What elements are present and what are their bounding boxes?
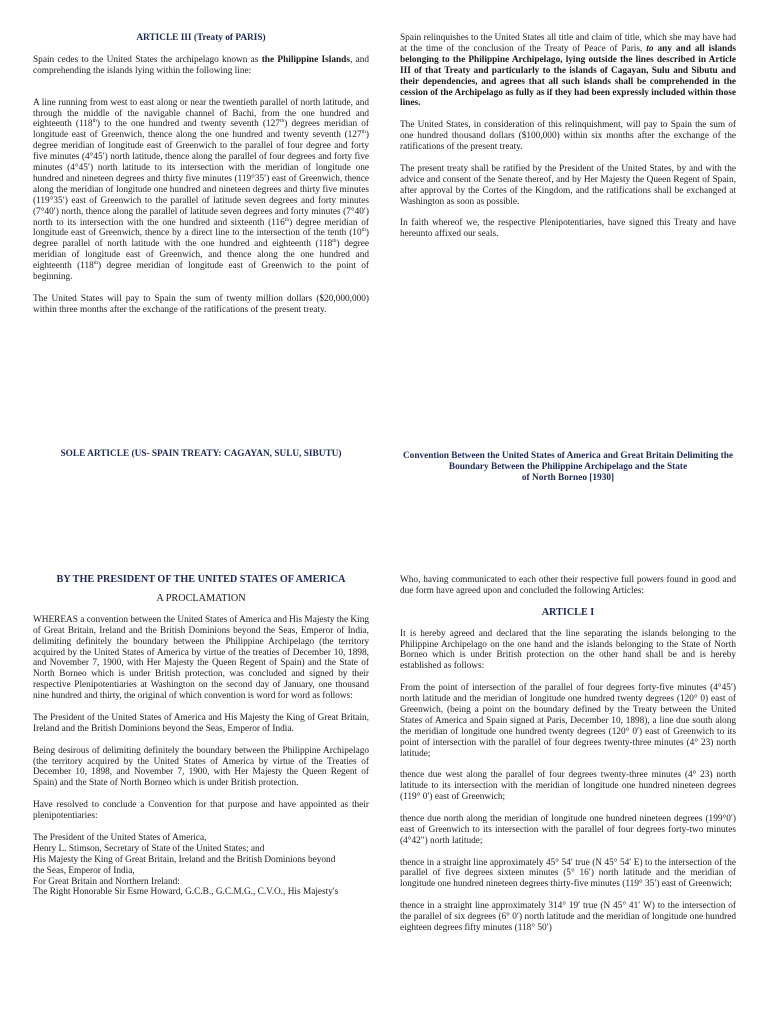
proclamation-heading: BY THE PRESIDENT OF THE UNITED STATES OF AMERICA [56,574,346,585]
convention-heading: Convention Between the United States of America and Great Britain Delimiting the Boundary Between the Philippine Archipelago and the State [402,451,734,472]
plenipotentiaries-list [33,833,369,898]
proclamation-subheading: A PROCLAMATION [156,592,246,604]
proclamation-parties: The President of the United States of America and His Majesty the King of Great Britain, Ireland and the British Dominions beyond the Seas, Emperor of India. [33,712,369,734]
philippine-islands-emphasis: the Philippine Islands [261,54,350,65]
article-1-para-6: thence in a straight line approximately 314° 19′ true (N 45° 41′ W) to the intersection of the parallel of six degrees (6° 0′) north latitude and the meridian of longitude one hundred eighteen degrees fifty minutes (118° 50′) [400,901,736,933]
sole-article-heading-block [33,449,369,471]
sole-article-heading: SOLE ARTICLE (US- SPAIN TREATY: CAGAYAN, SULU, SIBUTU) [60,449,342,459]
article-1-preamble: Who, having communicated to each other their respective full powers found in good and due form have agreed upon and concluded the following Articles: [400,575,736,596]
proclamation-section [33,575,369,898]
article-1-section [400,575,736,945]
sole-article-bold-text: any and all islands belonging to the Philippine Archipelago, lying outside the lines described in Article III of that Treaty and particularly to the islands of Cagayan, Sulu and Sibutu and their dependencies, and agrees that all such islands shall be comprehended in the cession of the Archipelago as fully as if they had been expressly included within those lines. [400,43,736,109]
article-3-section [33,33,369,327]
plenipotentiary-line: Henry L. Stimson, Secretary of State of the United States; and [33,843,265,854]
article-1-para-4: thence due north along the meridian of longitude one hundred nineteen degrees (199°0′) east of Greenwich to its intersection with the parallel of four degrees forty-two minutes (4°42″) north latitude; [400,813,736,846]
article-3-heading: ARTICLE III (Treaty of PARIS) [136,33,266,43]
article-3-payment: The United States will pay to Spain the sum of twenty million dollars ($20,000,000) within three months after the exchange of the ratifications of the present treaty. [33,293,369,315]
plenipotentiary-line: For Great Britain and Northern Ireland: [33,876,180,887]
convention-heading-year: of North Borneo [1930] [521,472,615,483]
sole-article-text [400,33,736,251]
plenipotentiary-line: The President of the United States of America, [33,832,207,843]
sole-article-para-3: The present treaty shall be ratified by the President of the United States, by and with the advice and consent of the Senate thereof, and by Her Majesty the Queen Regent of Spain, after approval by the Cortes of the Kingdom, and the ratifications shall be exchanged at Washington as soon as possible. [400,163,736,207]
proclamation-desirous: Being desirous of delimiting definitely the boundary between the Philippine Archipelago (the territory acquired by the United States of America by virtue of the Treaties of December 10, 1898, and November 7, 1900, with Her Majesty the Queen Regent of Spain) and the State of North Borneo which is under British protection. [33,745,369,789]
plenipotentiary-line: the Seas, Emperor of India, [33,865,135,876]
article-1-para-2: From the point of intersection of the parallel of four degrees forty-five minutes (4°45′) north latitude and the meridian of longitude one hundred twenty degrees (120° 0) east of Greenwich, (being a point on the boundary defined by the Treaty between the United States of America and Spain signed at Paris, December 10, 1898), a line due south along the meridian of longitude one hundred twenty degrees (120° 0′) east of Greenwich to its point of intersection with the parallel of four degrees twenty-three minutes (4° 23) north latitude; [400,683,736,759]
article-3-intro: Spain cedes to the United States the archipelago known as the Philippine Islands, and comprehending the islands lying within the following line: [33,54,370,76]
article-3-line-description: A line running from west to east along or near the twentieth parallel of north latitude, and through the middle of the navigable channel of Bachi, from the one hundred and eighteenth (118th) to the one hundred and twenty seventh (127th) degrees meridian of longitude east of Greenwich, thence along the one hundred and twenty seventh (127th) degree meridian of longitude east of Greenwich to the parallel of four degree and forty five minutes (4°45′) north latitude, thence along the parallel of four degrees and forty five minutes (4°45′) north latitude to its intersection with the meridian of longitude one hundred and nineteen degrees and thirty five minutes (119°35′) east of Greenwich, thence along the meridian of longitude one hundred and nineteen degrees and thirty five minutes (119°35′) east of Greenwich to the parallel of latitude seven degrees and forty minutes (7°40′) north, thence along the parallel of latitude seven degrees and forty minutes (7°40′) north to its intersection with the one hundred and sixteenth (116th) degree meridian of longitude east of Greenwich, thence by a direct line to the intersection of the tenth (10th) degree parallel of north latitude with the one hundred and eighteenth (118th) degree meridian of longitude east of Greenwich, and thence along the one hundred and eighteenth (118th) degree meridian of longitude east of Greenwich to the point of beginning. [33,97,370,283]
plenipotentiary-line: The Right Honorable Sir Esme Howard, G.C.B., G.C.M.G., C.V.O., His Majesty's [33,887,339,898]
proclamation-resolved: Have resolved to conclude a Convention for that purpose and have appointed as their plenipotentiaries: [33,800,369,822]
article-1-para-1: It is hereby agreed and declared that the line separating the islands belonging to the Philippine Archipelago on the one hand and the islands belonging to the State of North Borneo which is under British protection on the other hand shall be and is hereby established as follows: [400,628,736,672]
article-1-para-3: thence due west along the parallel of four degrees twenty-three minutes (4° 23) north latitude to its intersection with the meridian of longitude one hundred nineteen degrees (119° 0′) east of Greenwich; [400,770,736,803]
plenipotentiary-line: His Majesty the King of Great Britain, Ireland and the British Dominions beyond [33,854,336,865]
article-1-heading: ARTICLE I [541,606,595,618]
sole-article-para-2: The United States, in consideration of this relinquishment, will pay to Spain the sum of one hundred thousand dollars ($100,000) within six months after the exchange of the ratifications of the present treaty. [400,120,736,153]
article-1-para-5: thence in a straight line approximately 45° 54′ true (N 45° 54′ E) to the intersection of the parallel of five degrees sixteen minutes (5° 16′) north latitude and the meridian of longitude one hundred nineteen degrees thirty-five minutes (119° 35′) east of Greenwich; [400,857,736,890]
convention-heading-block [400,451,736,495]
proclamation-whereas: WHEREAS a convention between the United States of America and His Majesty the King of Great Britain, Ireland and the British Dominions beyond the Seas, Emperor of India, delimiting definitely the boundary between the Philippine Archipelago (the territory acquired by the United States of America by virtue of the treaties of December 10, 1898, and November 7, 1900, with Her Majesty the Queen Regent of Spain) and the State of North Borneo which is under British protection, was concluded and signed by their respective Plenipotentiaries at Washington on the second day of January, one thousand nine hundred and thirty, the original of which convention is word for word as follows: [33,614,369,702]
sole-article-para-4: In faith whereof we, the respective Plenipotentiaries, have signed this Treaty and have hereunto affixed our seals. [400,218,736,240]
sole-article-para-1: Spain relinquishes to the United States all title and claim of title, which she may have had at the time of the conclusion of the Treaty of Peace of Paris, to any and all islands belonging to the Philippine Archipelago, lying outside the lines described in Article III of that Treaty and particularly to the islands of Cagayan, Sulu and Sibutu and their dependencies, and agrees that all such islands shall be comprehended in the cession of the Archipelago as fully as if they had been expressly included within those lines. [400,33,736,109]
